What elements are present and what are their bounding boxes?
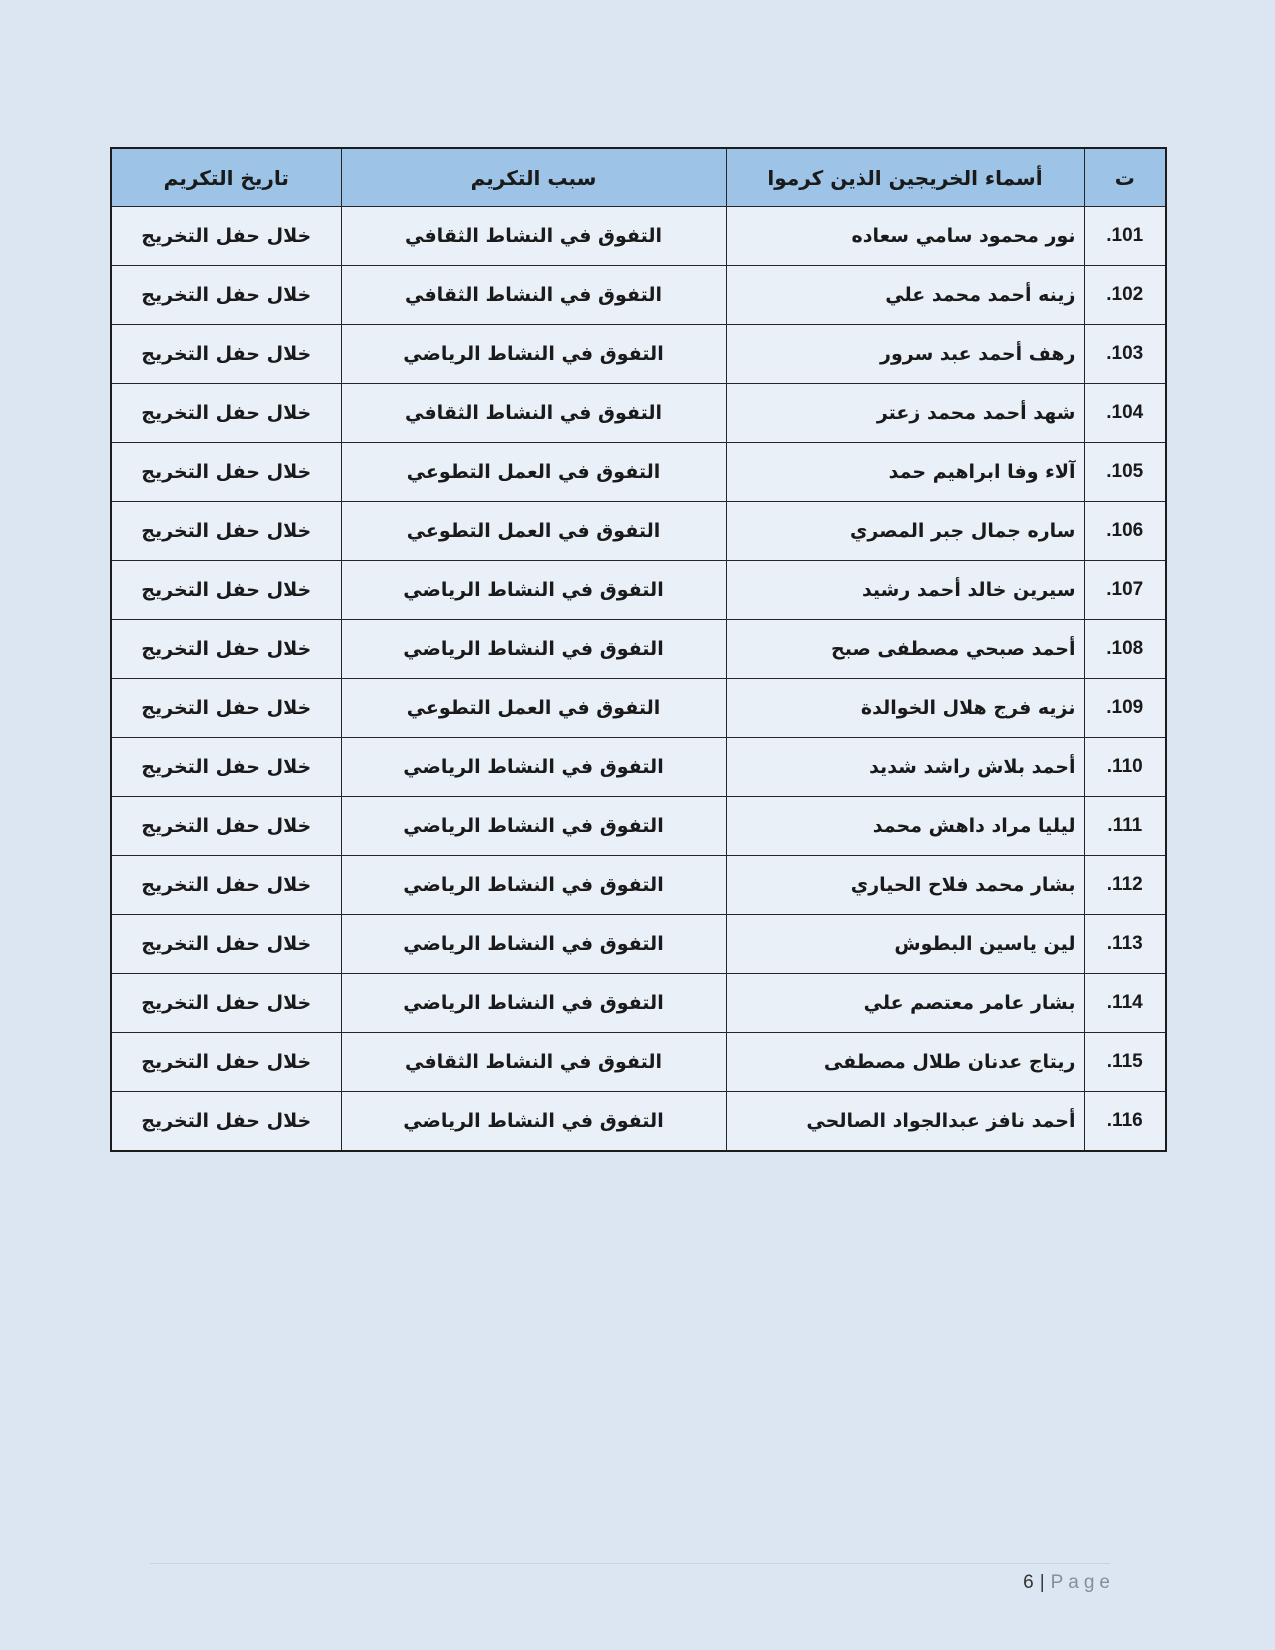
- table-row: [111, 325, 1166, 384]
- row-number: .110: [1084, 738, 1166, 797]
- honor-reason: التفوق في النشاط الرياضي: [341, 561, 726, 620]
- header-honor-date: تاريخ التكريم: [111, 148, 341, 207]
- table-header-row: [111, 148, 1166, 207]
- table-row: [111, 1033, 1166, 1092]
- honor-date: خلال حفل التخريج: [111, 266, 341, 325]
- honor-date: خلال حفل التخريج: [111, 856, 341, 915]
- honor-date: خلال حفل التخريج: [111, 620, 341, 679]
- row-number: .102: [1084, 266, 1166, 325]
- honor-reason: التفوق في العمل التطوعي: [341, 502, 726, 561]
- row-number: .105: [1084, 443, 1166, 502]
- honor-reason: التفوق في النشاط الرياضي: [341, 856, 726, 915]
- honor-reason: التفوق في النشاط الرياضي: [341, 325, 726, 384]
- honor-date: خلال حفل التخريج: [111, 207, 341, 266]
- table-row: [111, 620, 1166, 679]
- graduate-name: رهف أحمد عبد سرور: [726, 325, 1084, 384]
- table-row: [111, 856, 1166, 915]
- row-number: .113: [1084, 915, 1166, 974]
- honor-reason: التفوق في النشاط الثقافي: [341, 207, 726, 266]
- table-row: [111, 797, 1166, 856]
- honor-date: خلال حفل التخريج: [111, 974, 341, 1033]
- table-row: [111, 561, 1166, 620]
- honor-reason: التفوق في النشاط الثقافي: [341, 384, 726, 443]
- honor-date: خلال حفل التخريج: [111, 325, 341, 384]
- row-number: .109: [1084, 679, 1166, 738]
- graduate-name: زينه أحمد محمد علي: [726, 266, 1084, 325]
- row-number: .106: [1084, 502, 1166, 561]
- page-footer: [1023, 1572, 1115, 1594]
- table-row: [111, 915, 1166, 974]
- graduate-name: شهد أحمد محمد زعتر: [726, 384, 1084, 443]
- graduate-name: أحمد صبحي مصطفى صبح: [726, 620, 1084, 679]
- honor-date: خلال حفل التخريج: [111, 561, 341, 620]
- table-row: [111, 207, 1166, 266]
- row-number: .114: [1084, 974, 1166, 1033]
- table-row: [111, 384, 1166, 443]
- table-row: [111, 738, 1166, 797]
- row-number: .111: [1084, 797, 1166, 856]
- honor-date: خلال حفل التخريج: [111, 797, 341, 856]
- honor-reason: التفوق في النشاط الرياضي: [341, 1092, 726, 1152]
- table-row: [111, 443, 1166, 502]
- row-number: .107: [1084, 561, 1166, 620]
- honor-date: خلال حفل التخريج: [111, 502, 341, 561]
- table-row: [111, 266, 1166, 325]
- graduate-name: ريتاج عدنان طلال مصطفى: [726, 1033, 1084, 1092]
- honor-reason: التفوق في العمل التطوعي: [341, 443, 726, 502]
- honor-reason: التفوق في النشاط الثقافي: [341, 1033, 726, 1092]
- table-row: [111, 974, 1166, 1033]
- graduate-name: بشار عامر معتصم علي: [726, 974, 1084, 1033]
- header-index: ت: [1084, 148, 1166, 207]
- footer-separator: |: [1039, 1572, 1045, 1593]
- row-number: .115: [1084, 1033, 1166, 1092]
- row-number: .116: [1084, 1092, 1166, 1152]
- honor-date: خلال حفل التخريج: [111, 679, 341, 738]
- graduate-name: آلاء وفا ابراهيم حمد: [726, 443, 1084, 502]
- honor-reason: التفوق في النشاط الرياضي: [341, 620, 726, 679]
- table-row: [111, 502, 1166, 561]
- footer-divider: [150, 1563, 1110, 1564]
- honor-reason: التفوق في النشاط الرياضي: [341, 797, 726, 856]
- graduate-name: سيرين خالد أحمد رشيد: [726, 561, 1084, 620]
- graduate-name: أحمد نافز عبدالجواد الصالحي: [726, 1092, 1084, 1152]
- graduate-name: لين ياسين البطوش: [726, 915, 1084, 974]
- graduate-name: بشار محمد فلاح الحياري: [726, 856, 1084, 915]
- graduate-name: أحمد بلاش راشد شديد: [726, 738, 1084, 797]
- honor-date: خلال حفل التخريج: [111, 738, 341, 797]
- table-row: [111, 679, 1166, 738]
- honor-date: خلال حفل التخريج: [111, 1033, 341, 1092]
- graduate-name: ليليا مراد داهش محمد: [726, 797, 1084, 856]
- honor-reason: التفوق في العمل التطوعي: [341, 679, 726, 738]
- graduates-honor-table: [110, 147, 1167, 1152]
- honor-reason: التفوق في النشاط الرياضي: [341, 974, 726, 1033]
- honor-date: خلال حفل التخريج: [111, 1092, 341, 1152]
- row-number: .101: [1084, 207, 1166, 266]
- graduate-name: نور محمود سامي سعاده: [726, 207, 1084, 266]
- header-honor-reason: سبب التكريم: [341, 148, 726, 207]
- honor-reason: التفوق في النشاط الرياضي: [341, 915, 726, 974]
- row-number: .103: [1084, 325, 1166, 384]
- header-graduate-names: أسماء الخريجين الذين كرموا: [726, 148, 1084, 207]
- honor-date: خلال حفل التخريج: [111, 443, 341, 502]
- row-number: .104: [1084, 384, 1166, 443]
- honor-reason: التفوق في النشاط الرياضي: [341, 738, 726, 797]
- honor-date: خلال حفل التخريج: [111, 915, 341, 974]
- honor-date: خلال حفل التخريج: [111, 384, 341, 443]
- honor-reason: التفوق في النشاط الثقافي: [341, 266, 726, 325]
- table-row: [111, 1092, 1166, 1152]
- row-number: .108: [1084, 620, 1166, 679]
- graduate-name: نزيه فرج هلال الخوالدة: [726, 679, 1084, 738]
- page-number: 6: [1023, 1572, 1036, 1593]
- page-label: Page: [1050, 1572, 1115, 1593]
- row-number: .112: [1084, 856, 1166, 915]
- graduate-name: ساره جمال جبر المصري: [726, 502, 1084, 561]
